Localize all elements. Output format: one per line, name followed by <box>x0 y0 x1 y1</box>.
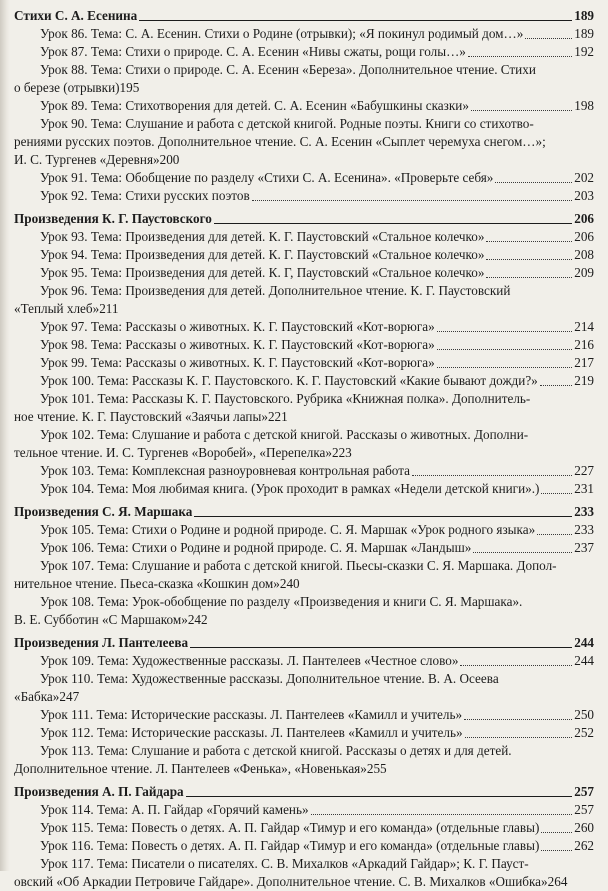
lesson-text: Урок 101. Тема: Рассказы К. Г. Паустовского. Рубрика «Книжная полка». Дополнитель- <box>40 391 531 406</box>
lesson-text: Урок 92. Тема: Стихи русских поэтов <box>40 188 250 203</box>
lesson-text-continued: тельное чтение. И. С. Тургенев «Воробей», «Перепелка» <box>14 445 332 460</box>
section-title: Произведения С. Я. Маршака <box>14 504 193 519</box>
section-page-number: 257 <box>574 784 594 799</box>
lesson-entry <box>14 61 594 97</box>
dot-leader <box>460 665 572 666</box>
lesson-page-number: 202 <box>574 170 594 185</box>
lesson-entry <box>14 336 594 354</box>
lesson-text: Урок 95. Тема: Произведения для детей. К. Г, Паустовский «Стальное колечко» <box>40 265 485 280</box>
lesson-text: Урок 90. Тема: Слушание и работа с детской книгой. Родные поэты. Книги со стихотво- <box>40 116 534 131</box>
lesson-page-number: 264 <box>547 874 568 889</box>
lesson-page-number: 192 <box>574 44 594 59</box>
lesson-text: Урок 93. Тема: Произведения для детей. К. Г. Паустовский «Стальное колечко» <box>40 229 485 244</box>
lesson-text-last-line <box>14 760 594 778</box>
lesson-entry <box>14 246 594 264</box>
lesson-entry <box>14 670 594 706</box>
lesson-text: Урок 107. Тема: Слушание и работа с детской книгой. Пьесы-сказки С. Я. Маршака. Допол- <box>40 558 557 573</box>
lesson-text: Урок 96. Тема: Произведения для детей. Дополнительное чтение. К. Г. Паустовский <box>40 283 511 298</box>
lesson-page-number: 250 <box>574 707 594 722</box>
lesson-text-last-line <box>14 151 594 169</box>
lesson-page-number: 242 <box>187 612 208 627</box>
lesson-text-continued: В. Е. Субботин «С Маршаком» <box>14 612 188 627</box>
leader-line <box>186 796 573 797</box>
section-heading <box>14 210 594 228</box>
lesson-page-number: 244 <box>574 653 594 668</box>
lesson-page-number: 195 <box>119 80 140 95</box>
lesson-text: Урок 108. Тема: Урок-обобщение по разделу «Произведения и книги С. Я. Маршака». <box>40 594 523 609</box>
lesson-page-number: 247 <box>59 689 80 704</box>
lesson-text-last-line <box>14 575 594 593</box>
lesson-text-continued: о березе (отрывки) <box>14 80 120 95</box>
lesson-text-last-line <box>14 408 594 426</box>
lesson-page-number: 200 <box>159 152 180 167</box>
dot-leader <box>311 814 573 815</box>
leader-line <box>214 223 572 224</box>
lesson-entry <box>14 652 594 670</box>
lesson-text: Урок 114. Тема: А. П. Гайдар «Горячий камень» <box>40 802 309 817</box>
leader-line <box>139 20 572 21</box>
section-title: Произведения К. Г. Паустовского <box>14 211 212 226</box>
lesson-text-continued: овский «Об Аркадии Петровиче Гайдаре». Дополнительное чтение. С. В. Михалков «Ошибка» <box>14 874 548 889</box>
lesson-text: Урок 89. Тема: Стихотворения для детей. С. А. Есенин «Бабушкины сказки» <box>40 98 469 113</box>
lesson-entry <box>14 228 594 246</box>
lesson-page-number: 223 <box>331 445 352 460</box>
lesson-text: Урок 113. Тема: Слушание и работа с детской книгой. Рассказы о детях и для детей. <box>40 743 512 758</box>
lesson-text-continued: нительное чтение. Пьеса-сказка «Кошкин дом» <box>14 576 280 591</box>
lesson-entry <box>14 115 594 169</box>
lesson-text: Урок 117. Тема: Писатели о писателях. С. В. Михалков «Аркадий Гайдар»; К. Г. Пауст- <box>40 856 529 871</box>
lesson-page-number: 227 <box>574 463 594 478</box>
lesson-entry <box>14 372 594 390</box>
lesson-entry <box>14 354 594 372</box>
lesson-page-number: 233 <box>574 522 594 537</box>
lesson-text: Урок 94. Тема: Произведения для детей. К. Г. Паустовский «Стальное колечко» <box>40 247 485 262</box>
dot-leader <box>468 56 572 57</box>
lesson-page-number: 206 <box>574 229 594 244</box>
lesson-page-number: 237 <box>574 540 594 555</box>
lesson-text-last-line <box>14 688 594 706</box>
lesson-page-number: 257 <box>574 802 594 817</box>
dot-leader <box>540 385 572 386</box>
lesson-page-number: 260 <box>574 820 594 835</box>
section-page-number: 189 <box>574 8 594 23</box>
lesson-page-number: 203 <box>574 188 594 203</box>
lesson-text: Урок 109. Тема: Художественные рассказы. Л. Пантелеев «Честное слово» <box>40 653 459 668</box>
lesson-page-number: 240 <box>279 576 300 591</box>
section-page-number: 233 <box>574 504 594 519</box>
dot-leader <box>486 259 572 260</box>
lesson-text: Урок 115. Тема: Повесть о детях. А. П. Гайдар «Тимур и его команда» (отдельные главы) <box>40 820 540 835</box>
lesson-page-number: 262 <box>574 838 594 853</box>
lesson-entry <box>14 593 594 629</box>
lesson-text: Урок 112. Тема: Исторические рассказы. Л. Пантелеев «Камилл и учитель» <box>40 725 463 740</box>
page-gutter-shadow <box>0 0 10 871</box>
dot-leader <box>437 349 572 350</box>
leader-line <box>194 516 572 517</box>
lesson-entry <box>14 187 594 205</box>
lesson-text: Урок 104. Тема: Моя любимая книга. (Урок проходит в рамках «Недели детской книги».) <box>40 481 540 496</box>
dot-leader <box>464 719 572 720</box>
lesson-page-number: 208 <box>574 247 594 262</box>
lesson-text-continued: И. С. Тургенев «Деревня» <box>14 152 160 167</box>
section-page-number: 206 <box>574 211 594 226</box>
lesson-text: Урок 97. Тема: Рассказы о животных. К. Г. Паустовский «Кот-ворюга» <box>40 319 435 334</box>
lesson-entry <box>14 462 594 480</box>
lesson-text-last-line <box>14 611 594 629</box>
lesson-text: Урок 111. Тема: Исторические рассказы. Л. Пантелеев «Камилл и учитель» <box>40 707 463 722</box>
leader-line <box>190 647 572 648</box>
lesson-text: Урок 105. Тема: Стихи о Родине и родной природе. С. Я. Маршак «Урок родного языка» <box>40 522 536 537</box>
section-page-number: 244 <box>574 635 594 650</box>
lesson-text-continued: «Теплый хлеб» <box>14 301 100 316</box>
lesson-entry <box>14 480 594 498</box>
lesson-text-last-line <box>14 79 594 97</box>
lesson-entry <box>14 801 594 819</box>
lesson-text: Урок 87. Тема: Стихи о природе. С. А. Есенин «Нивы сжаты, рощи голы…» <box>40 44 466 59</box>
lesson-page-number: 252 <box>574 725 594 740</box>
lesson-text: Урок 88. Тема: Стихи о природе. С. А. Есенин «Береза». Дополнительное чтение. Стихи <box>40 62 536 77</box>
dot-leader <box>465 737 573 738</box>
section-heading <box>14 503 594 521</box>
section-heading <box>14 634 594 652</box>
lesson-text-continued: «Бабка» <box>14 689 60 704</box>
dot-leader <box>471 110 572 111</box>
lesson-entry <box>14 557 594 593</box>
lesson-text: Урок 86. Тема: С. А. Есенин. Стихи о Родине (отрывки); «Я покинул родимый дом…» <box>40 26 524 41</box>
lesson-entry <box>14 742 594 778</box>
lesson-text: Урок 99. Тема: Рассказы о животных. К. Г. Паустовский «Кот-ворюга» <box>40 355 435 370</box>
lesson-text: Урок 100. Тема: Рассказы К. Г. Паустовского. К. Г. Паустовский «Какие бывают дожди?» <box>40 373 538 388</box>
lesson-text-last-line <box>14 444 594 462</box>
dot-leader <box>486 277 572 278</box>
lesson-entry <box>14 724 594 742</box>
lesson-entry <box>14 521 594 539</box>
lesson-text: Урок 98. Тема: Рассказы о животных. К. Г. Паустовский «Кот-ворюга» <box>40 337 435 352</box>
lesson-entry <box>14 390 594 426</box>
lesson-page-number: 211 <box>99 301 119 316</box>
lesson-text-last-line <box>14 300 594 318</box>
dot-leader <box>541 493 572 494</box>
lesson-text: Урок 91. Тема: Обобщение по разделу «Стихи С. А. Есенина». «Проверьте себя» <box>40 170 494 185</box>
lesson-page-number: 209 <box>574 265 594 280</box>
lesson-page-number: 255 <box>366 761 387 776</box>
lesson-entry <box>14 43 594 61</box>
section-title: Стихи С. А. Есенина <box>14 8 138 23</box>
lesson-page-number: 217 <box>574 355 594 370</box>
lesson-text-continued: рениями русских поэтов. Дополнительное чтение. С. А. Есенин «Сыплет черемуха снегом…»; <box>14 134 546 149</box>
dot-leader <box>412 475 572 476</box>
dot-leader <box>495 182 572 183</box>
table-of-contents <box>14 2 594 891</box>
lesson-entry <box>14 426 594 462</box>
lesson-entry <box>14 97 594 115</box>
lesson-entry <box>14 25 594 43</box>
lesson-entry <box>14 855 594 891</box>
lesson-text: Урок 103. Тема: Комплексная разноуровневая контрольная работа <box>40 463 410 478</box>
dot-leader <box>437 331 572 332</box>
lesson-text-continued: Дополнительное чтение. Л. Пантелеев «Фенька», «Новенькая» <box>14 761 367 776</box>
dot-leader <box>486 241 572 242</box>
lesson-entry <box>14 282 594 318</box>
lesson-page-number: 221 <box>267 409 288 424</box>
lesson-entry <box>14 169 594 187</box>
lesson-page-number: 214 <box>574 319 594 334</box>
lesson-text: Урок 110. Тема: Художественные рассказы. Дополнительное чтение. В. А. Осеева <box>40 671 499 686</box>
dot-leader <box>525 38 572 39</box>
lesson-page-number: 198 <box>574 98 594 113</box>
lesson-page-number: 189 <box>574 26 594 41</box>
lesson-entry <box>14 318 594 336</box>
section-heading <box>14 783 594 801</box>
lesson-entry <box>14 837 594 855</box>
dot-leader <box>252 200 573 201</box>
lesson-page-number: 231 <box>574 481 594 496</box>
dot-leader <box>541 832 572 833</box>
lesson-text: Урок 106. Тема: Стихи о Родине и родной природе. С. Я. Маршак «Ландыш» <box>40 540 472 555</box>
section-heading <box>14 7 594 25</box>
dot-leader <box>537 534 572 535</box>
lesson-text-last-line <box>14 873 594 891</box>
section-title: Произведения А. П. Гайдара <box>14 784 184 799</box>
section-title: Произведения Л. Пантелеева <box>14 635 189 650</box>
lesson-page-number: 219 <box>574 373 594 388</box>
dot-leader <box>541 850 572 851</box>
dot-leader <box>473 552 572 553</box>
lesson-text-continued: ное чтение. К. Г. Паустовский «Заячьи лапы» <box>14 409 268 424</box>
lesson-text: Урок 102. Тема: Слушание и работа с детской книгой. Рассказы о животных. Дополни- <box>40 427 529 442</box>
lesson-entry <box>14 539 594 557</box>
lesson-entry <box>14 706 594 724</box>
lesson-entry <box>14 264 594 282</box>
lesson-page-number: 216 <box>574 337 594 352</box>
dot-leader <box>437 367 572 368</box>
lesson-text: Урок 116. Тема: Повесть о детях. А. П. Гайдар «Тимур и его команда» (отдельные главы) <box>40 838 540 853</box>
lesson-entry <box>14 819 594 837</box>
